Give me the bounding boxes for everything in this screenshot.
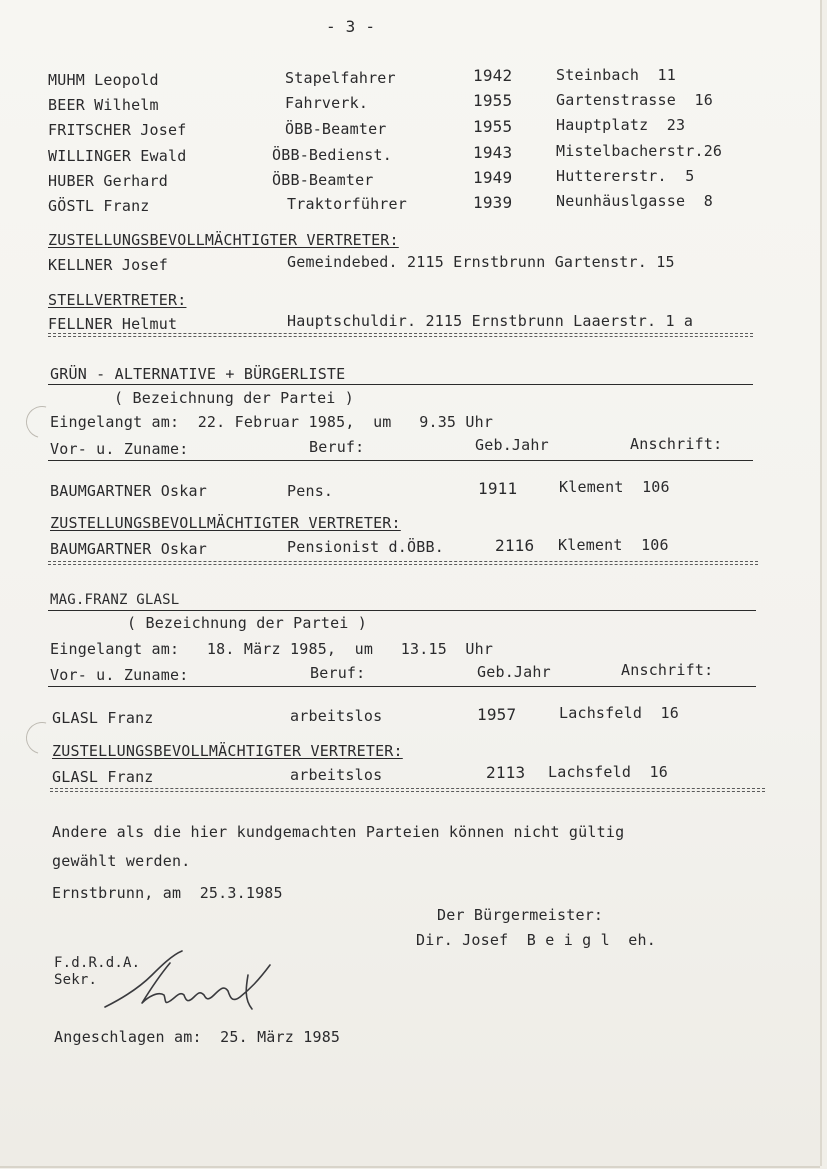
header-year: Geb.Jahr [475, 436, 549, 454]
candidate-address: Lachsfeld 16 [559, 704, 679, 722]
notice-line-1: Andere als die hier kundgemachten Parteien können nicht gültig [52, 823, 625, 841]
person-name: HUBER Gerhard [48, 172, 168, 190]
person-year: 1943 [473, 143, 513, 162]
person-occupation: ÖBB-Beamter [272, 171, 374, 189]
candidate-occupation: Pens. [287, 482, 334, 500]
divider [48, 686, 756, 687]
secretary-label: Sekr. [54, 972, 98, 988]
header-occupation: Beruf: [310, 664, 366, 682]
person-occupation: ÖBB-Beamter [285, 120, 387, 138]
divider [48, 610, 756, 611]
submitted-line: Eingelangt am: 22. Februar 1985, um 9.35 Uhr [50, 413, 494, 431]
deputy-heading: STELLVERTRETER: [48, 291, 187, 309]
agent-address: Klement 106 [558, 536, 669, 554]
candidate-year: 1911 [478, 479, 518, 498]
person-year: 1939 [473, 193, 513, 212]
person-year: 1949 [473, 168, 513, 187]
person-name: WILLINGER Ewald [48, 147, 187, 165]
candidate-name: GLASL Franz [52, 709, 154, 727]
deputy-details: Hauptschuldir. 2115 Ernstbrunn Laaerstr. 1 a [287, 312, 694, 330]
agent-postcode: 2113 [486, 763, 526, 782]
agent-heading: ZUSTELLUNGSBEVOLLMÄCHTIGTER VERTRETER: [52, 742, 403, 760]
agent-name: GLASL Franz [52, 768, 154, 786]
person-occupation: ÖBB-Bedienst. [272, 146, 392, 164]
person-year: 1955 [473, 91, 513, 110]
person-occupation: Stapelfahrer [285, 69, 396, 87]
notice-line-2: gewählt werden. [52, 852, 191, 870]
candidate-name: BAUMGARTNER Oskar [50, 482, 207, 500]
person-occupation: Fahrverk. [285, 94, 369, 112]
agent-heading: ZUSTELLUNGSBEVOLLMÄCHTIGTER VERTRETER: [50, 514, 401, 532]
header-occupation: Beruf: [309, 438, 365, 456]
deputy-name: FELLNER Helmut [48, 315, 178, 333]
party-name: MAG.FRANZ GLASL [50, 592, 180, 608]
punch-hole [20, 400, 64, 444]
mayor-name: Dir. Josef B e i g l eh. [416, 931, 656, 949]
agent-heading: ZUSTELLUNGSBEVOLLMÄCHTIGTER VERTRETER: [48, 231, 399, 249]
person-address: Gartenstrasse 16 [556, 91, 713, 109]
mayor-title: Der Bürgermeister: [437, 906, 604, 924]
person-address: Neunhäuslgasse 8 [556, 192, 713, 210]
candidate-address: Klement 106 [559, 478, 670, 496]
agent-name: KELLNER Josef [48, 256, 168, 274]
person-name: FRITSCHER Josef [48, 121, 187, 139]
agent-details: Gemeindebed. 2115 Ernstbrunn Gartenstr. 15 [287, 253, 675, 271]
person-year: 1955 [473, 117, 513, 136]
header-address: Anschrift: [621, 661, 714, 679]
party-name: GRÜN - ALTERNATIVE + BÜRGERLISTE [50, 365, 346, 383]
party-designation: ( Bezeichnung der Partei ) [127, 614, 367, 632]
agent-address: Lachsfeld 16 [548, 763, 668, 781]
person-address: Mistelbacherstr.26 [556, 142, 723, 160]
header-year: Geb.Jahr [477, 663, 551, 681]
agent-postcode: 2116 [495, 536, 535, 555]
person-name: GÖSTL Franz [48, 197, 150, 215]
divider [48, 460, 753, 461]
divider [48, 384, 753, 385]
person-name: BEER Wilhelm [48, 96, 159, 114]
header-name: Vor- u. Zuname: [50, 440, 189, 458]
agent-occupation: Pensionist d.ÖBB. [287, 538, 444, 556]
person-address: Huttererstr. 5 [556, 167, 695, 185]
posted-date: Angeschlagen am: 25. März 1985 [54, 1028, 341, 1046]
header-name: Vor- u. Zuname: [50, 666, 189, 684]
agent-name: BAUMGARTNER Oskar [50, 540, 207, 558]
person-occupation: Traktorführer [287, 195, 407, 213]
candidate-year: 1957 [477, 705, 517, 724]
signature-image [100, 945, 290, 1020]
fdrda-note: F.d.R.d.A. [54, 955, 141, 971]
double-rule [48, 333, 753, 334]
submitted-line: Eingelangt am: 18. März 1985, um 13.15 Uhr [50, 640, 494, 658]
double-rule [48, 561, 758, 562]
agent-occupation: arbeitslos [290, 766, 383, 784]
page-number: - 3 - [326, 17, 376, 36]
candidate-occupation: arbeitslos [290, 707, 383, 725]
person-name: MUHM Leopold [48, 71, 159, 89]
party-designation: ( Bezeichnung der Partei ) [114, 389, 354, 407]
header-address: Anschrift: [630, 435, 723, 453]
double-rule [50, 788, 765, 789]
person-address: Steinbach 11 [556, 66, 676, 84]
person-address: Hauptplatz 23 [556, 116, 686, 134]
place-date: Ernstbrunn, am 25.3.1985 [52, 884, 283, 902]
person-year: 1942 [473, 66, 513, 85]
